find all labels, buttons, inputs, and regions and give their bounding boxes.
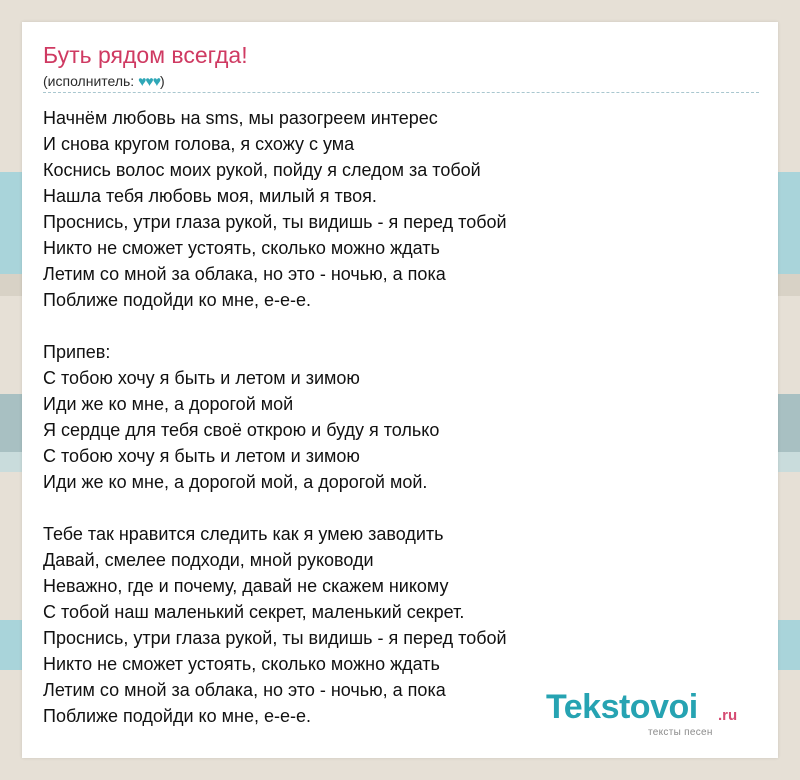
lyric-line: Проснись, утри глаза рукой, ты видишь - я перед тобой bbox=[43, 628, 507, 648]
lyric-line: Летим со мной за облака, но это - ночью, а пока bbox=[43, 680, 446, 700]
lyrics-card bbox=[22, 22, 778, 758]
divider bbox=[43, 92, 759, 93]
lyric-line: Никто не сможет устоять, сколько можно ждать bbox=[43, 654, 440, 674]
artist-suffix: ) bbox=[160, 73, 165, 89]
lyric-line: Нашла тебя любовь моя, милый я твоя. bbox=[43, 186, 377, 206]
lyric-line: Начнём любовь на sms, мы разогреем интерес bbox=[43, 108, 438, 128]
chorus bbox=[43, 339, 763, 495]
lyric-line: И снова кругом голова, я схожу с ума bbox=[43, 134, 355, 154]
stanza-gap bbox=[43, 313, 763, 339]
site-logo-tld: .ru bbox=[718, 707, 738, 724]
verse-1 bbox=[43, 105, 763, 313]
lyric-line: Поближе подойди ко мне, е-е-е. bbox=[43, 706, 311, 726]
lyric-line: Иди же ко мне, а дорогой мой bbox=[43, 394, 294, 414]
lyric-line: Никто не сможет устоять, сколько можно ждать bbox=[43, 238, 440, 258]
artist-prefix: (исполнитель: bbox=[43, 73, 139, 89]
site-logo-tagline: тексты песен bbox=[648, 727, 713, 738]
lyric-line: Тебе так нравится следить как я умею заводить bbox=[43, 524, 444, 544]
lyric-line: Неважно, где и почему, давай не скажем никому bbox=[43, 576, 449, 596]
lyric-line: Давай, смелее подходи, мной руководи bbox=[43, 550, 374, 570]
artist-link[interactable]: ♥♥♥ bbox=[138, 73, 161, 89]
lyric-line: С тобой наш маленький секрет, маленький секрет. bbox=[43, 602, 465, 622]
lyric-line: Коснись волос моих рукой, пойду я следом за тобой bbox=[43, 160, 481, 180]
lyrics-text bbox=[43, 105, 763, 729]
lyric-line: Я сердце для тебя своё открою и буду я только bbox=[43, 420, 440, 440]
lyric-line: Проснись, утри глаза рукой, ты видишь - я перед тобой bbox=[43, 212, 507, 232]
lyric-line: Поближе подойди ко мне, е-е-е. bbox=[43, 290, 311, 310]
lyric-line: Иди же ко мне, а дорогой мой, а дорогой мой. bbox=[43, 472, 428, 492]
chorus-label: Припев: bbox=[43, 342, 111, 362]
artist-line bbox=[43, 73, 165, 89]
song-title: Буть рядом всегда! bbox=[43, 42, 248, 68]
lyric-line: С тобою хочу я быть и летом и зимою bbox=[43, 446, 360, 466]
lyric-line: Летим со мной за облака, но это - ночью, а пока bbox=[43, 264, 446, 284]
site-logo[interactable]: Tekstovoi bbox=[546, 688, 698, 726]
lyric-line: С тобою хочу я быть и летом и зимою bbox=[43, 368, 360, 388]
stanza-gap bbox=[43, 495, 763, 521]
